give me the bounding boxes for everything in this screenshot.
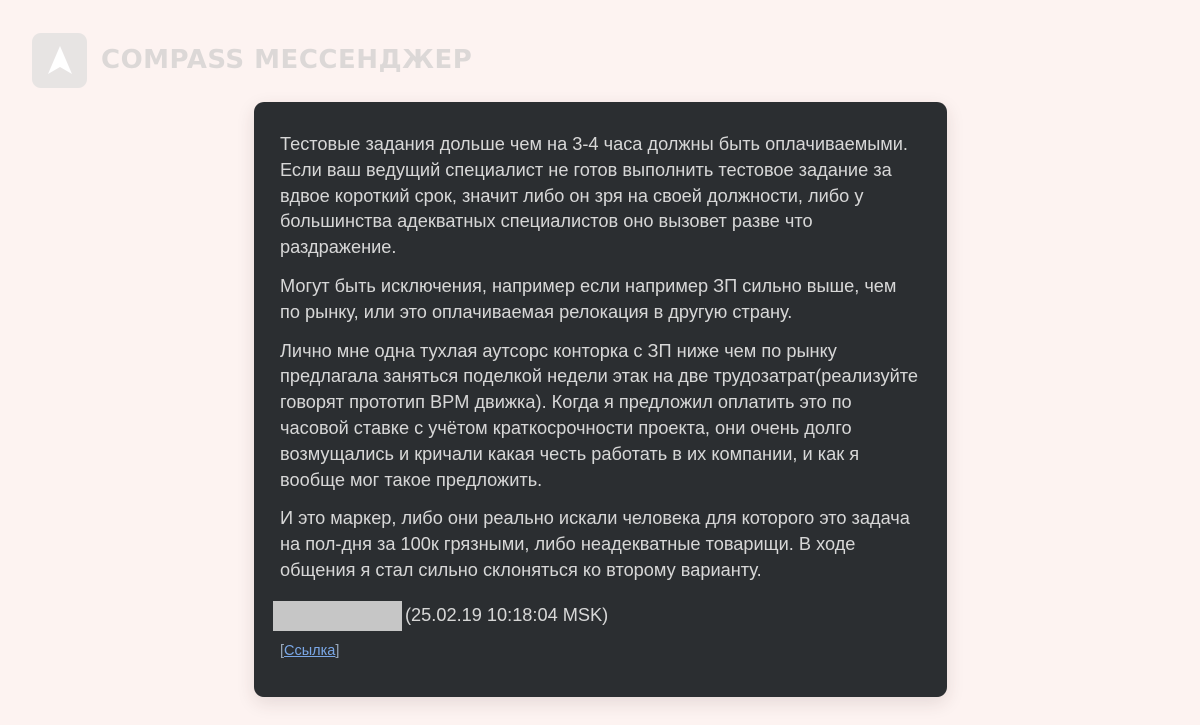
compass-arrow-icon (32, 33, 87, 88)
link-open-bracket: [ (280, 642, 285, 659)
message-signature (280, 601, 921, 631)
message-paragraph: Могут быть исключения, например если например ЗП сильно выше, чем по рынку, или это оплачиваемая релокация в другую страну. (280, 275, 897, 322)
message-link[interactable]: Ссылка (284, 642, 336, 659)
message-paragraph: Лично мне одна тухлая аутсорс конторка с ЗП ниже чем по рынку предлагала заняться поделкой недели этак на две трудозатрат(реализуйте говорят прототип BPM движка). Когда я предложил оплатить это по часовой ставке с учётом краткосрочности проекта, они очень долго возмущались и кричали какая честь работать в их компании, и как я вообще мог такое предложить. (280, 340, 918, 490)
message-link-line (280, 641, 921, 661)
brand-name: COMPASS МЕССЕНДЖЕР (101, 45, 473, 75)
brand-header (32, 32, 472, 88)
message-paragraph: И это маркер, либо они реально искали человека для которого это задача на пол-дня за 100к грязными, либо неадекватные товарищи. В ходе общения я стал сильно склоняться ко второму варианту. (280, 508, 910, 580)
link-close-bracket: ] (335, 642, 340, 659)
redacted-author-name (273, 601, 402, 631)
message-timestamp: (25.02.19 10:18:04 MSK) (405, 604, 609, 625)
message-paragraph: Тестовые задания дольше чем на 3-4 часа должны быть оплачиваемыми. Если ваш ведущий специалист не готов выполнить тестовое задание за вдвое короткий срок, значит либо он зря на своей должности, либо у большинства адекватных специалистов оно вызовет разве что раздражение. (280, 134, 908, 258)
message-card (254, 102, 947, 697)
